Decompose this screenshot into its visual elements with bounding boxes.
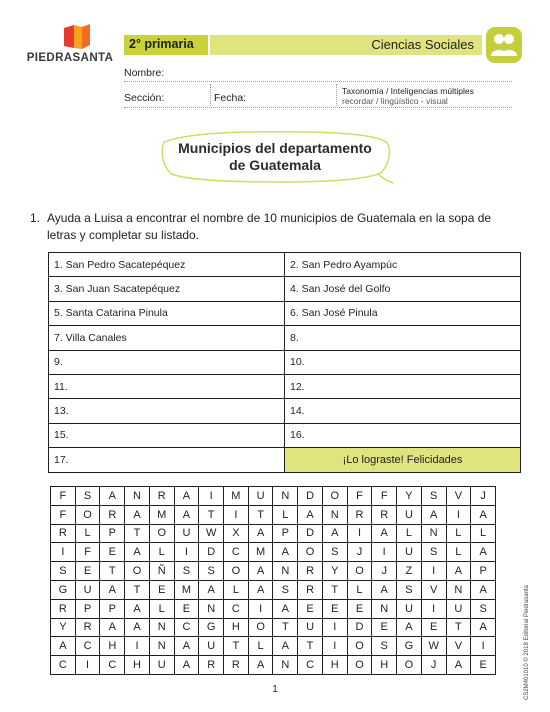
municipality-cell[interactable]: 7. Villa Canales	[49, 326, 285, 350]
letter-cell[interactable]: H	[100, 637, 125, 656]
letter-cell[interactable]: U	[75, 580, 100, 599]
municipality-cell[interactable]: 15.	[49, 423, 285, 447]
letter-cell[interactable]: S	[397, 580, 422, 599]
letter-cell[interactable]: T	[446, 618, 471, 637]
letter-cell[interactable]: O	[347, 562, 372, 581]
letter-cell[interactable]: L	[347, 580, 372, 599]
letter-cell[interactable]: O	[248, 618, 273, 637]
letter-cell[interactable]: C	[224, 599, 249, 618]
letter-cell[interactable]: M	[149, 505, 174, 524]
grid-row	[51, 487, 496, 506]
letter-cell[interactable]: C	[224, 543, 249, 562]
letter-cell[interactable]: A	[372, 524, 397, 543]
municipality-cell[interactable]: 4. San José del Golfo	[285, 277, 521, 301]
letter-cell[interactable]: A	[248, 524, 273, 543]
page-title	[160, 140, 390, 174]
table-row	[49, 277, 521, 301]
letter-cell[interactable]: I	[248, 599, 273, 618]
section-label: Sección:	[124, 92, 165, 104]
letter-cell[interactable]: A	[446, 656, 471, 675]
letter-cell[interactable]: N	[421, 524, 446, 543]
letter-cell[interactable]: A	[421, 505, 446, 524]
letter-cell[interactable]: O	[298, 543, 323, 562]
letter-cell[interactable]: A	[100, 487, 125, 506]
grid-row	[51, 543, 496, 562]
grid-row	[51, 562, 496, 581]
letter-cell[interactable]: M	[248, 543, 273, 562]
letter-cell[interactable]: Y	[322, 562, 347, 581]
grid-row	[51, 524, 496, 543]
letter-cell[interactable]: U	[298, 618, 323, 637]
letter-cell[interactable]: L	[149, 543, 174, 562]
letter-cell[interactable]: F	[51, 487, 76, 506]
municipality-cell[interactable]: 13.	[49, 399, 285, 423]
municipality-cell[interactable]: 14.	[285, 399, 521, 423]
letter-cell[interactable]: I	[421, 562, 446, 581]
letter-cell[interactable]: U	[199, 637, 224, 656]
letter-cell[interactable]: T	[125, 580, 150, 599]
grade-label: 2° primaria	[124, 35, 208, 55]
letter-cell[interactable]: P	[75, 599, 100, 618]
divider	[336, 84, 337, 106]
letter-cell[interactable]: D	[298, 524, 323, 543]
municipalities-table	[48, 252, 521, 473]
letter-cell[interactable]: P	[273, 524, 298, 543]
letter-cell[interactable]: X	[224, 524, 249, 543]
letter-cell[interactable]: V	[446, 487, 471, 506]
letter-cell[interactable]: S	[199, 562, 224, 581]
municipality-cell[interactable]: 17.	[49, 448, 285, 472]
letter-cell[interactable]: N	[149, 618, 174, 637]
table-row	[49, 423, 521, 447]
table-row	[49, 326, 521, 350]
letter-cell[interactable]: N	[322, 505, 347, 524]
grid-row	[51, 656, 496, 675]
letter-cell[interactable]: T	[100, 562, 125, 581]
municipality-cell[interactable]: 3. San Juan Sacatepéquez	[49, 277, 285, 301]
letter-cell[interactable]: J	[347, 543, 372, 562]
instruction-number: 1.	[30, 211, 41, 225]
letter-cell[interactable]: T	[224, 637, 249, 656]
letter-cell[interactable]: A	[199, 580, 224, 599]
letter-cell[interactable]: R	[372, 505, 397, 524]
letter-cell[interactable]: E	[149, 580, 174, 599]
page-title-line2: de Guatemala	[229, 157, 321, 173]
letter-cell[interactable]: A	[471, 580, 496, 599]
letter-cell[interactable]: L	[397, 524, 422, 543]
letter-cell[interactable]: O	[397, 656, 422, 675]
letter-cell[interactable]: R	[199, 656, 224, 675]
letter-cell[interactable]: O	[224, 562, 249, 581]
letter-cell[interactable]: S	[372, 637, 397, 656]
divider	[210, 84, 211, 106]
letter-cell[interactable]: H	[125, 656, 150, 675]
letter-cell[interactable]: I	[51, 543, 76, 562]
table-row	[49, 374, 521, 398]
letter-cell[interactable]: T	[125, 524, 150, 543]
letter-cell[interactable]: S	[174, 562, 199, 581]
letter-cell[interactable]: F	[51, 505, 76, 524]
letter-cell[interactable]: W	[199, 524, 224, 543]
municipality-cell[interactable]: 8.	[285, 326, 521, 350]
letter-cell[interactable]: N	[372, 599, 397, 618]
letter-cell[interactable]: S	[51, 562, 76, 581]
subject-label: Ciencias Sociales	[210, 35, 482, 55]
letter-cell[interactable]: Y	[51, 618, 76, 637]
letter-cell[interactable]: C	[75, 637, 100, 656]
letter-cell[interactable]: J	[372, 562, 397, 581]
letter-cell[interactable]: A	[273, 599, 298, 618]
letter-cell[interactable]: E	[372, 618, 397, 637]
letter-cell[interactable]: U	[248, 487, 273, 506]
page-title-line1: Municipios del departamento	[178, 140, 372, 156]
section-date-row	[124, 82, 512, 108]
letter-cell[interactable]: S	[421, 487, 446, 506]
letter-cell[interactable]: I	[174, 543, 199, 562]
letter-cell[interactable]: T	[248, 505, 273, 524]
letter-cell[interactable]: A	[372, 580, 397, 599]
congrats-message: ¡Lo lograste! Felicidades	[285, 448, 521, 472]
letter-cell[interactable]: R	[298, 562, 323, 581]
municipality-cell[interactable]: 16.	[285, 423, 521, 447]
letter-cell[interactable]: L	[75, 524, 100, 543]
letter-cell[interactable]: U	[174, 524, 199, 543]
page-number: 1	[272, 684, 278, 695]
letter-cell[interactable]: A	[273, 637, 298, 656]
page-title-banner	[160, 128, 395, 186]
letter-cell[interactable]: G	[51, 580, 76, 599]
letter-cell[interactable]: J	[471, 487, 496, 506]
letter-cell[interactable]: L	[446, 524, 471, 543]
letter-cell[interactable]: A	[397, 618, 422, 637]
letter-cell[interactable]: A	[298, 505, 323, 524]
table-row	[49, 448, 521, 472]
letter-cell[interactable]: A	[125, 505, 150, 524]
letter-cell[interactable]: L	[149, 599, 174, 618]
letter-cell[interactable]: A	[322, 524, 347, 543]
letter-cell[interactable]: P	[100, 599, 125, 618]
letter-cell[interactable]: F	[347, 487, 372, 506]
letter-cell[interactable]: N	[273, 487, 298, 506]
table-row	[49, 350, 521, 374]
municipality-cell[interactable]: 2. San Pedro Ayampúc	[285, 253, 521, 277]
letter-cell[interactable]: R	[75, 618, 100, 637]
table-row	[49, 253, 521, 277]
letter-cell[interactable]: L	[446, 543, 471, 562]
letter-cell[interactable]: H	[224, 618, 249, 637]
publisher-logo	[14, 24, 126, 74]
grid-row	[51, 637, 496, 656]
letter-cell[interactable]: O	[125, 562, 150, 581]
letter-cell[interactable]: I	[125, 637, 150, 656]
letter-cell[interactable]: F	[372, 487, 397, 506]
letter-cell[interactable]: O	[149, 524, 174, 543]
letter-cell[interactable]: I	[347, 524, 372, 543]
letter-cell[interactable]: O	[322, 487, 347, 506]
letter-cell[interactable]: E	[298, 599, 323, 618]
letter-cell[interactable]: L	[224, 580, 249, 599]
letter-cell[interactable]: I	[224, 505, 249, 524]
letter-cell[interactable]: A	[125, 618, 150, 637]
municipality-cell[interactable]: 9.	[49, 350, 285, 374]
letter-cell[interactable]: U	[397, 543, 422, 562]
letter-cell[interactable]: R	[298, 580, 323, 599]
letter-cell[interactable]: U	[446, 599, 471, 618]
letter-cell[interactable]: A	[471, 543, 496, 562]
letter-cell[interactable]: N	[125, 487, 150, 506]
letter-cell[interactable]: E	[174, 599, 199, 618]
letter-cell[interactable]: T	[199, 505, 224, 524]
letter-cell[interactable]: E	[347, 599, 372, 618]
letter-cell[interactable]: V	[421, 580, 446, 599]
letter-cell[interactable]: E	[421, 618, 446, 637]
grid-row	[51, 505, 496, 524]
letter-cell[interactable]: A	[174, 505, 199, 524]
letter-cell[interactable]: E	[322, 599, 347, 618]
name-label: Nombre:	[124, 67, 165, 79]
letter-cell[interactable]: I	[372, 543, 397, 562]
grid-row	[51, 580, 496, 599]
letter-cell[interactable]: V	[446, 637, 471, 656]
table-row	[49, 301, 521, 325]
letter-cell[interactable]: N	[273, 562, 298, 581]
letter-cell[interactable]: S	[75, 487, 100, 506]
letter-cell[interactable]: I	[471, 637, 496, 656]
letter-cell[interactable]: A	[125, 543, 150, 562]
letter-cell[interactable]: E	[471, 656, 496, 675]
letter-cell[interactable]: T	[273, 618, 298, 637]
letter-cell[interactable]: C	[298, 656, 323, 675]
municipality-cell[interactable]: 10.	[285, 350, 521, 374]
date-label: Fecha:	[214, 92, 247, 104]
letter-cell[interactable]: I	[75, 656, 100, 675]
letter-cell[interactable]: T	[298, 637, 323, 656]
letter-cell[interactable]: I	[322, 637, 347, 656]
municipality-cell[interactable]: 1. San Pedro Sacatepéquez	[49, 253, 285, 277]
letter-cell[interactable]: C	[51, 656, 76, 675]
letter-cell[interactable]: I	[421, 599, 446, 618]
letter-cell[interactable]: U	[397, 505, 422, 524]
letter-cell[interactable]: R	[149, 487, 174, 506]
letter-cell[interactable]: L	[273, 505, 298, 524]
letter-cell[interactable]: G	[397, 637, 422, 656]
taxonomy-title: Taxonomía / Inteligencias múltiples	[342, 86, 474, 96]
letter-cell[interactable]: N	[149, 637, 174, 656]
letter-cell[interactable]: R	[100, 505, 125, 524]
letter-cell[interactable]: J	[421, 656, 446, 675]
letter-cell[interactable]: S	[273, 580, 298, 599]
grid-row	[51, 618, 496, 637]
letter-cell[interactable]: A	[100, 618, 125, 637]
brand-name: PIEDRASANTA	[26, 52, 114, 64]
letter-cell[interactable]: Ñ	[149, 562, 174, 581]
instruction-text: Ayuda a Luisa a encontrar el nombre de 10 municipios de Guatemala en la sopa de letras y completar su listado.	[47, 211, 492, 242]
letter-cell[interactable]: Z	[397, 562, 422, 581]
book-logo-icon	[62, 24, 92, 50]
letter-cell[interactable]: N	[199, 599, 224, 618]
letter-cell[interactable]: U	[397, 599, 422, 618]
letter-cell[interactable]: P	[100, 524, 125, 543]
letter-cell[interactable]: R	[224, 656, 249, 675]
letter-cell[interactable]: S	[322, 543, 347, 562]
copyright-code: CS2M401010 © 2018 Editorial Piedrasanta	[524, 585, 530, 700]
municipality-cell[interactable]: 11.	[49, 374, 285, 398]
letter-cell[interactable]: N	[446, 580, 471, 599]
letter-cell[interactable]: A	[273, 543, 298, 562]
letter-cell[interactable]: G	[199, 618, 224, 637]
letter-cell[interactable]: S	[471, 599, 496, 618]
letter-cell[interactable]: A	[51, 637, 76, 656]
letter-cell[interactable]: T	[322, 580, 347, 599]
letter-cell[interactable]: I	[446, 505, 471, 524]
municipality-cell[interactable]: 5. Santa Catarina Pinula	[49, 301, 285, 325]
letter-cell[interactable]: E	[75, 562, 100, 581]
letter-cell[interactable]: A	[100, 580, 125, 599]
letter-cell[interactable]: O	[75, 505, 100, 524]
letter-cell[interactable]: A	[174, 656, 199, 675]
letter-cell[interactable]: A	[174, 487, 199, 506]
taxonomy-detail: recordar / lingüístico - visual	[342, 96, 448, 106]
letter-cell[interactable]: A	[174, 637, 199, 656]
letter-cell[interactable]: M	[174, 580, 199, 599]
letter-cell[interactable]: N	[273, 656, 298, 675]
municipality-cell[interactable]: 6. San José Pinula	[285, 301, 521, 325]
letter-cell[interactable]: D	[298, 487, 323, 506]
table-row	[49, 399, 521, 423]
word-search-grid	[50, 486, 496, 675]
letter-cell[interactable]: I	[199, 487, 224, 506]
letter-cell[interactable]: F	[75, 543, 100, 562]
letter-cell[interactable]: A	[248, 562, 273, 581]
letter-cell[interactable]: H	[322, 656, 347, 675]
municipality-cell[interactable]: 12.	[285, 374, 521, 398]
letter-cell[interactable]: E	[100, 543, 125, 562]
letter-cell[interactable]: R	[51, 599, 76, 618]
letter-cell[interactable]: H	[372, 656, 397, 675]
letter-cell[interactable]: C	[174, 618, 199, 637]
letter-cell[interactable]: L	[248, 637, 273, 656]
letter-cell[interactable]: S	[421, 543, 446, 562]
letter-cell[interactable]: A	[471, 505, 496, 524]
grid-row	[51, 599, 496, 618]
letter-cell[interactable]: A	[248, 656, 273, 675]
letter-cell[interactable]: R	[51, 524, 76, 543]
letter-cell[interactable]: A	[248, 580, 273, 599]
letter-cell[interactable]: C	[100, 656, 125, 675]
name-field[interactable]	[124, 58, 512, 82]
letter-cell[interactable]: A	[471, 618, 496, 637]
letter-cell[interactable]: U	[149, 656, 174, 675]
letter-cell[interactable]: A	[446, 562, 471, 581]
letter-cell[interactable]: R	[347, 505, 372, 524]
letter-cell[interactable]: D	[199, 543, 224, 562]
letter-cell[interactable]: L	[471, 524, 496, 543]
letter-cell[interactable]: Y	[397, 487, 422, 506]
letter-cell[interactable]: P	[471, 562, 496, 581]
letter-cell[interactable]: M	[224, 487, 249, 506]
letter-cell[interactable]: O	[347, 637, 372, 656]
letter-cell[interactable]: I	[322, 618, 347, 637]
letter-cell[interactable]: D	[347, 618, 372, 637]
letter-cell[interactable]: A	[125, 599, 150, 618]
letter-cell[interactable]: O	[347, 656, 372, 675]
instruction	[30, 210, 520, 244]
letter-cell[interactable]: W	[421, 637, 446, 656]
